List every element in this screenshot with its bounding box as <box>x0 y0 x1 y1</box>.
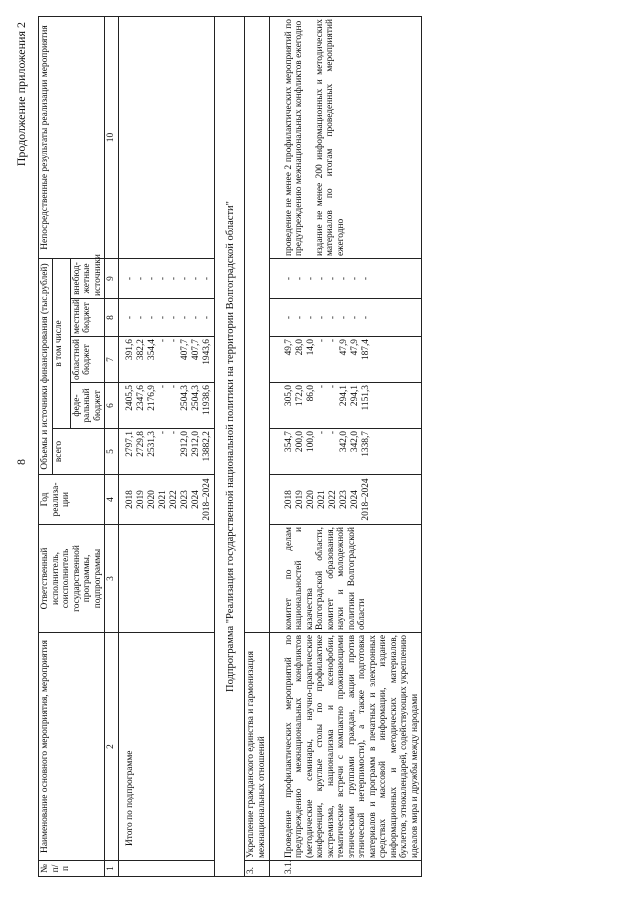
item31-years <box>269 475 422 525</box>
cell-value: - <box>283 315 294 320</box>
cell-value: - <box>338 315 349 320</box>
cell-value: - <box>124 315 135 320</box>
cell-value: - <box>327 385 338 389</box>
col-number: 10 <box>105 17 119 259</box>
col-number: 4 <box>105 475 119 525</box>
cell-value: - <box>157 276 168 281</box>
cell-value: 2023 <box>179 490 190 509</box>
cell-value: - <box>168 339 179 343</box>
cell-value: - <box>316 385 327 389</box>
cell-value: - <box>305 276 316 281</box>
cell-value: 2022 <box>327 490 338 509</box>
subprogram-title-row <box>214 17 245 877</box>
cell-value: 2176,9 <box>146 385 157 411</box>
cell-value: - <box>294 276 305 281</box>
cell-value: 2023 <box>338 490 349 509</box>
cell-value: 2347,6 <box>135 385 146 411</box>
cell-value: - <box>360 276 371 281</box>
cell-value: 2019 <box>135 490 146 509</box>
header-extra: внебюд-жетные источники <box>70 259 105 299</box>
cell-value: 2020 <box>305 490 316 509</box>
cell-value: 2024 <box>349 490 360 509</box>
item31-total <box>269 429 422 475</box>
item31-federal <box>269 383 422 429</box>
cell-value: - <box>168 276 179 281</box>
subtotal-label: Итого по подпрограмме <box>118 633 214 861</box>
header-name: Наименование основного мероприятия, мероприятия <box>39 633 105 861</box>
cell-value: - <box>201 315 212 320</box>
col-number: 5 <box>105 429 119 475</box>
cell-value: - <box>305 315 316 320</box>
cell-value: - <box>294 315 305 320</box>
cell-value: - <box>349 315 360 320</box>
cell-value: 2022 <box>168 490 179 509</box>
cell-value: 294,1 <box>349 385 360 407</box>
header-total: всего <box>52 429 105 475</box>
cell-value: 2019 <box>294 490 305 509</box>
subtotal-local <box>118 299 214 337</box>
cell-value: 1151,3 <box>360 385 371 411</box>
cell-value: - <box>157 385 168 389</box>
cell-value: 391,6 <box>124 339 135 361</box>
item3-no: 3. <box>245 861 269 877</box>
subtotal-total <box>118 429 214 475</box>
item31-local <box>269 299 422 337</box>
cell-value: - <box>168 431 179 435</box>
cell-value: - <box>157 339 168 343</box>
item31-responsible: комитет по делам национальностей и казачества Волгоградской области, комитет образования, науки и молодежной политики Волгоградской области <box>269 525 422 633</box>
col-number: 9 <box>105 259 119 299</box>
cell-value: - <box>360 315 371 320</box>
cell-value: 11938,6 <box>201 385 212 416</box>
cell-value: 47,9 <box>338 339 349 356</box>
cell-value: 172,0 <box>294 385 305 407</box>
cell-value: 2504,3 <box>179 385 190 411</box>
cell-value: 47,9 <box>349 339 360 356</box>
page-number: 8 <box>14 459 28 465</box>
cell-value: - <box>146 315 157 320</box>
cell-value: 2018 <box>124 490 135 509</box>
subtotal-row <box>118 17 214 877</box>
col-number: 8 <box>105 299 119 337</box>
cell-value: 2797,1 <box>124 431 135 457</box>
col-number: 2 <box>105 633 119 861</box>
item31-result-2: издание не менее 200 информационных и методических материалов по итогам проведенных мероприятий ежегодно <box>314 19 346 256</box>
header-year: Год реализа-ции <box>39 475 105 525</box>
item31-row <box>269 17 422 877</box>
cell-value: - <box>201 276 212 281</box>
header-local: местный бюджет <box>70 299 105 337</box>
continuation-note: Продолжение приложения 2 <box>14 22 28 167</box>
cell-value: - <box>157 431 168 435</box>
cell-value: - <box>124 276 135 281</box>
cell-value: - <box>190 315 201 320</box>
cell-value: 294,1 <box>338 385 349 407</box>
cell-value: 342,0 <box>338 431 349 453</box>
cell-value: 2018–2024 <box>201 478 212 521</box>
cell-value: 13882,2 <box>201 431 212 462</box>
cell-value: - <box>327 276 338 281</box>
cell-value: - <box>157 315 168 320</box>
cell-value: - <box>283 276 294 281</box>
cell-value: - <box>316 431 327 435</box>
cell-value: - <box>327 315 338 320</box>
cell-value: - <box>168 315 179 320</box>
cell-value: 1338,7 <box>360 431 371 457</box>
cell-value: - <box>327 431 338 435</box>
cell-value: - <box>190 276 201 281</box>
cell-value: - <box>316 276 327 281</box>
cell-value: 2024 <box>190 490 201 509</box>
header-responsible: Ответственный исполнитель, соисполнитель государственной программы, подпрограммы <box>39 525 105 633</box>
cell-value: - <box>135 276 146 281</box>
cell-value: - <box>179 315 190 320</box>
cell-value: 2912,0 <box>190 431 201 457</box>
funding-table <box>38 16 422 877</box>
item31-no: 3.1. <box>269 861 422 877</box>
cell-value: 14,0 <box>305 339 316 356</box>
header-funding: Объемы и источники финансирования (тыс.рублей) <box>39 259 53 475</box>
cell-value: 2504,3 <box>190 385 201 411</box>
cell-value: 2912,0 <box>179 431 190 457</box>
cell-value: 382,2 <box>135 339 146 361</box>
item31-regional <box>269 337 422 383</box>
cell-value: 407,7 <box>190 339 201 361</box>
col-number: 1 <box>105 861 119 877</box>
cell-value: - <box>316 339 327 343</box>
cell-value: 187,4 <box>360 339 371 361</box>
cell-value: - <box>179 276 190 281</box>
header-no: № п/п <box>39 861 105 877</box>
header-results: Непосредственные результаты реализации мероприятия <box>39 17 105 259</box>
item31-name: Проведение профилактических мероприятий по предупреждению межнациональных конфликтов (методические семинары, научно-практические конференции, круглые столы по профилактике экстремизма, национализма и ксенофобии, тематические встречи с компактно проживающими этническими группами граждан, акции против этнической нетерпимости), а также подготовка материалов и программ в печатных и электронных средствах массовой информации, издание информационных и методических материалов, буклетов, этнокалендарей, содействующих укреплению идеалов мира и дружбы между народами <box>269 633 422 861</box>
column-number-row <box>105 17 119 877</box>
item31-results <box>269 17 422 259</box>
cell-value: 100,0 <box>305 431 316 453</box>
cell-value: 407,7 <box>179 339 190 361</box>
cell-value: - <box>327 339 338 343</box>
cell-value: 49,7 <box>283 339 294 356</box>
subtotal-regional <box>118 337 214 383</box>
cell-value: 305,0 <box>283 385 294 407</box>
cell-value: 200,0 <box>294 431 305 453</box>
header-incl: в том числе <box>52 259 70 429</box>
subprogram-title: Подпрограмма "Реализация государственной национальной политики на территории Волгоградской области" <box>214 17 245 877</box>
item31-result-1: проведение не менее 2 профилактических мероприятий по предупреждению межнациональных конфликтов ежегодно <box>283 19 305 256</box>
cell-value: 2021 <box>316 490 327 509</box>
subtotal-years <box>118 475 214 525</box>
cell-value: - <box>135 315 146 320</box>
cell-value: 2018–2024 <box>360 478 371 521</box>
cell-value: 354,7 <box>283 431 294 453</box>
cell-value: 86,0 <box>305 385 316 402</box>
cell-value: 354,4 <box>146 339 157 361</box>
cell-value: 28,0 <box>294 339 305 356</box>
subtotal-federal <box>118 383 214 429</box>
col-number: 3 <box>105 525 119 633</box>
col-number: 6 <box>105 383 119 429</box>
header-federal: феде-ральный бюджет <box>70 383 105 429</box>
cell-value: - <box>338 276 349 281</box>
header-regional: областной бюджет <box>70 337 105 383</box>
item3-name: Укрепление гражданского единства и гармонизация межнациональных отношений <box>245 633 269 861</box>
item3-row <box>245 17 269 877</box>
subtotal-extra <box>118 259 214 299</box>
cell-value: - <box>349 276 360 281</box>
cell-value: 2020 <box>146 490 157 509</box>
cell-value: - <box>146 276 157 281</box>
item31-extra <box>269 259 422 299</box>
cell-value: 2729,8 <box>135 431 146 457</box>
cell-value: - <box>316 315 327 320</box>
cell-value: 2018 <box>283 490 294 509</box>
cell-value: 2531,3 <box>146 431 157 457</box>
cell-value: 2405,5 <box>124 385 135 411</box>
col-number: 7 <box>105 337 119 383</box>
cell-value: 342,0 <box>349 431 360 453</box>
cell-value: - <box>168 385 179 389</box>
cell-value: 1943,6 <box>201 339 212 365</box>
cell-value: 2021 <box>157 490 168 509</box>
